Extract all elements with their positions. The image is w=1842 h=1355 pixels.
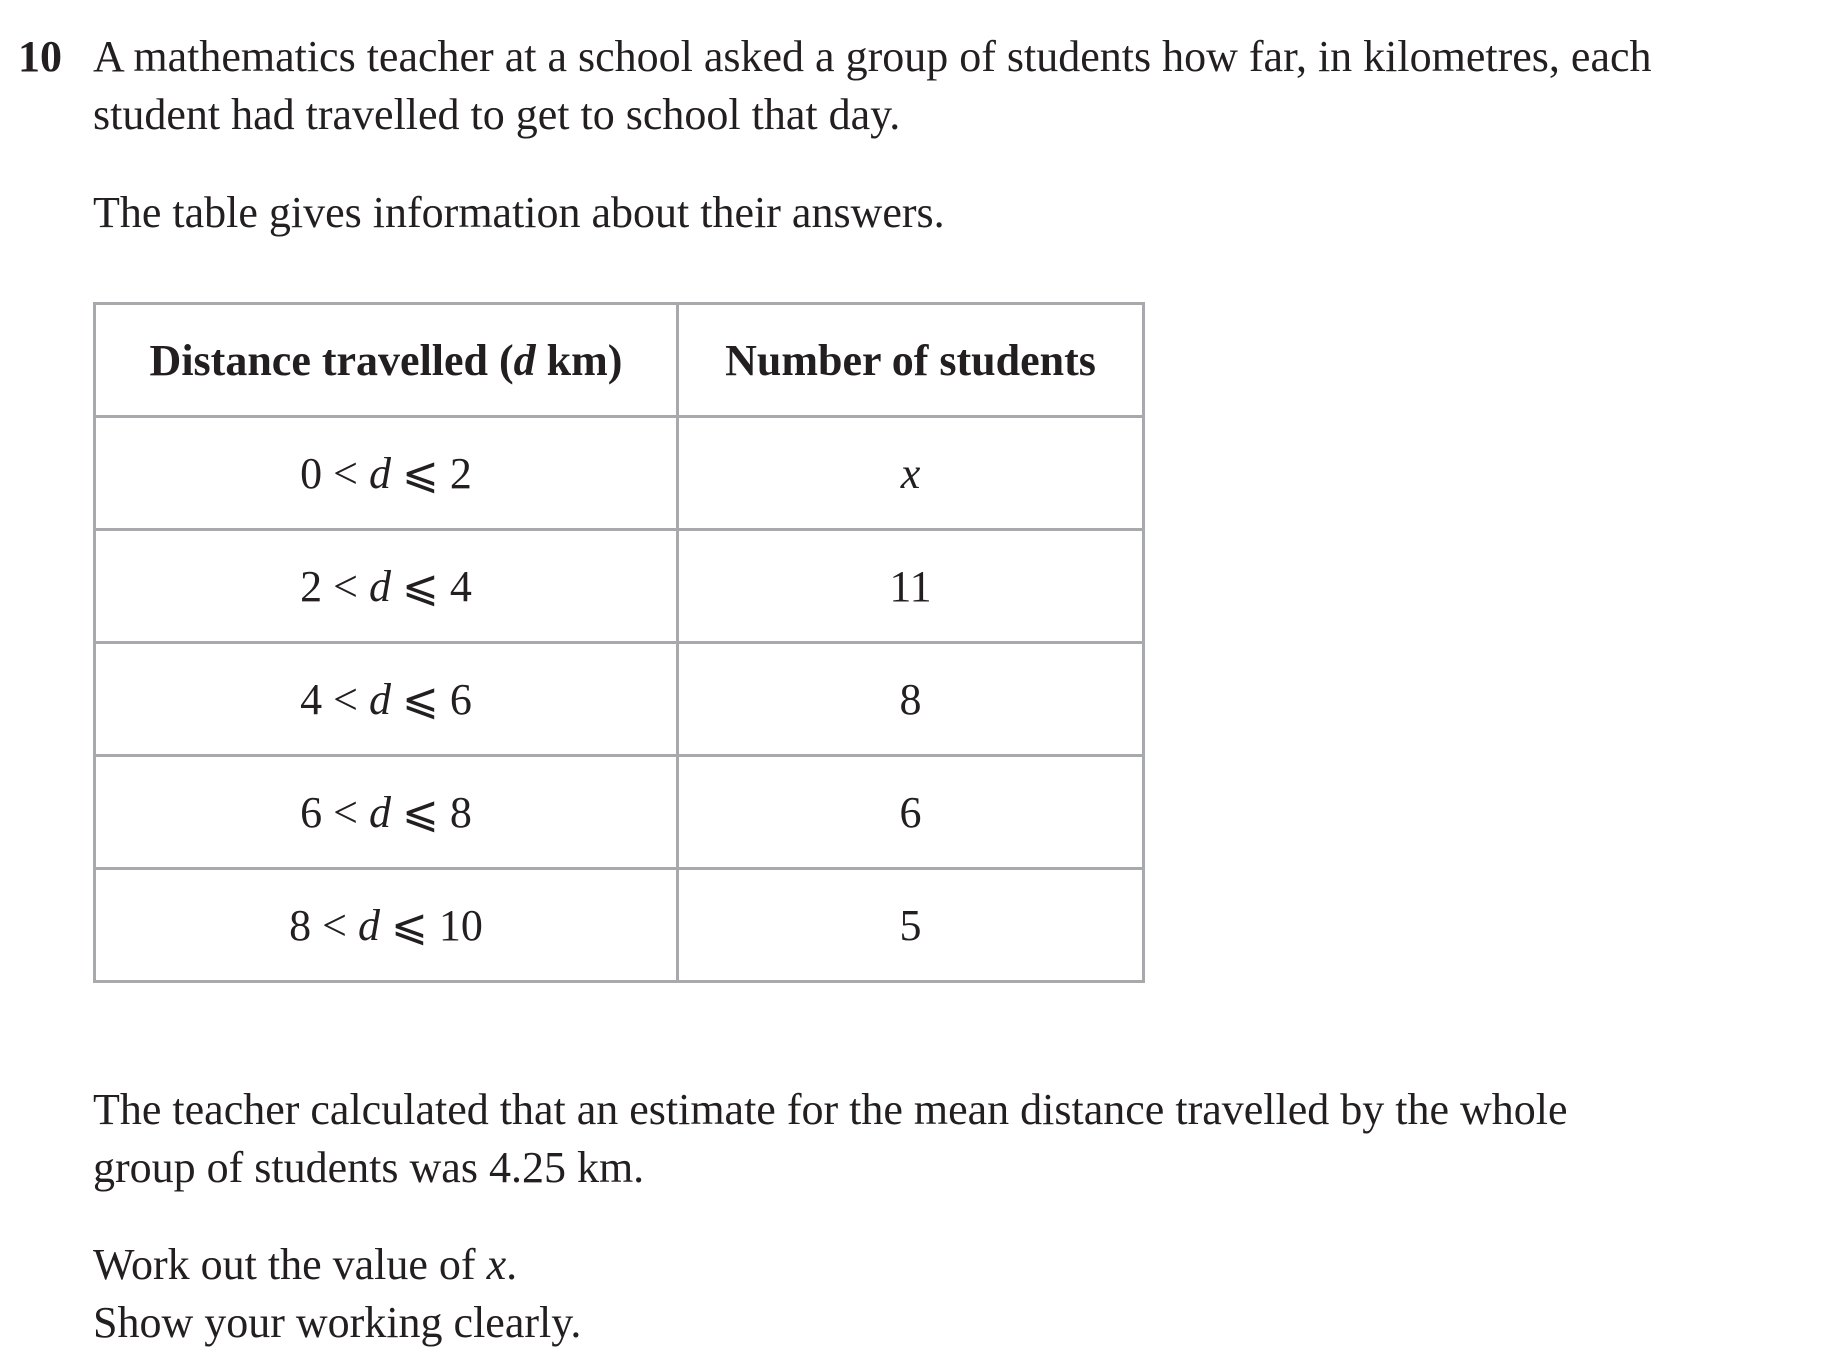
task-line-2: Show your working clearly. [93, 1298, 582, 1347]
mean-statement-line-2: group of students was 4.25 km. [93, 1143, 645, 1192]
interval-var: d [368, 561, 391, 611]
interval-high: 6 [449, 674, 472, 724]
interval-high: 10 [438, 900, 483, 950]
mean-statement [93, 1081, 1568, 1197]
task-variable: x [486, 1240, 507, 1289]
table-row [95, 756, 1144, 869]
interval-low: 4 [300, 674, 323, 724]
distance-interval: 4 < d ⩽ 6 [95, 643, 678, 756]
table-row [95, 417, 1144, 530]
interval-high: 2 [449, 448, 472, 498]
intro-line-1: A mathematics teacher at a school asked a group of students how far, in kilometres, each [93, 32, 1652, 81]
task-line-1-prefix: Work out the value of [93, 1240, 487, 1289]
header-distance-prefix: Distance travelled ( [149, 335, 514, 385]
interval-var: d [368, 787, 391, 837]
table-header-row [95, 304, 1144, 417]
distance-interval: 8 < d ⩽ 10 [95, 869, 678, 982]
interval-low: 8 [289, 900, 312, 950]
interval-var: d [368, 448, 391, 498]
task-line-1-suffix: . [506, 1240, 518, 1289]
student-count: 11 [678, 530, 1144, 643]
header-distance [95, 304, 678, 417]
table-row [95, 530, 1144, 643]
student-count: 5 [678, 869, 1144, 982]
student-count: x [678, 417, 1144, 530]
mean-statement-line-1: The teacher calculated that an estimate for the mean distance travelled by the whole [93, 1085, 1568, 1134]
interval-low: 0 [300, 448, 323, 498]
table-row [95, 643, 1144, 756]
distance-interval: 2 < d ⩽ 4 [95, 530, 678, 643]
student-count: 6 [678, 756, 1144, 869]
task-line-1 [93, 1236, 581, 1294]
question-number: 10 [18, 32, 62, 81]
interval-high: 8 [449, 787, 472, 837]
header-count: Number of students [678, 304, 1144, 417]
interval-low: 2 [300, 561, 323, 611]
header-distance-var: d [513, 335, 536, 385]
intro-line-2: student had travelled to get to school that day. [93, 90, 901, 139]
task-instructions [93, 1236, 581, 1352]
table-row [95, 869, 1144, 982]
question-intro [93, 28, 1842, 144]
distance-interval: 0 < d ⩽ 2 [95, 417, 678, 530]
interval-var: d [357, 900, 380, 950]
student-count: 8 [678, 643, 1144, 756]
interval-low: 6 [300, 787, 323, 837]
table-intro: The table gives information about their answers. [93, 188, 945, 237]
frequency-table [93, 302, 1145, 983]
header-distance-suffix: km) [535, 335, 623, 385]
distance-interval: 6 < d ⩽ 8 [95, 756, 678, 869]
interval-high: 4 [449, 561, 472, 611]
interval-var: d [368, 674, 391, 724]
